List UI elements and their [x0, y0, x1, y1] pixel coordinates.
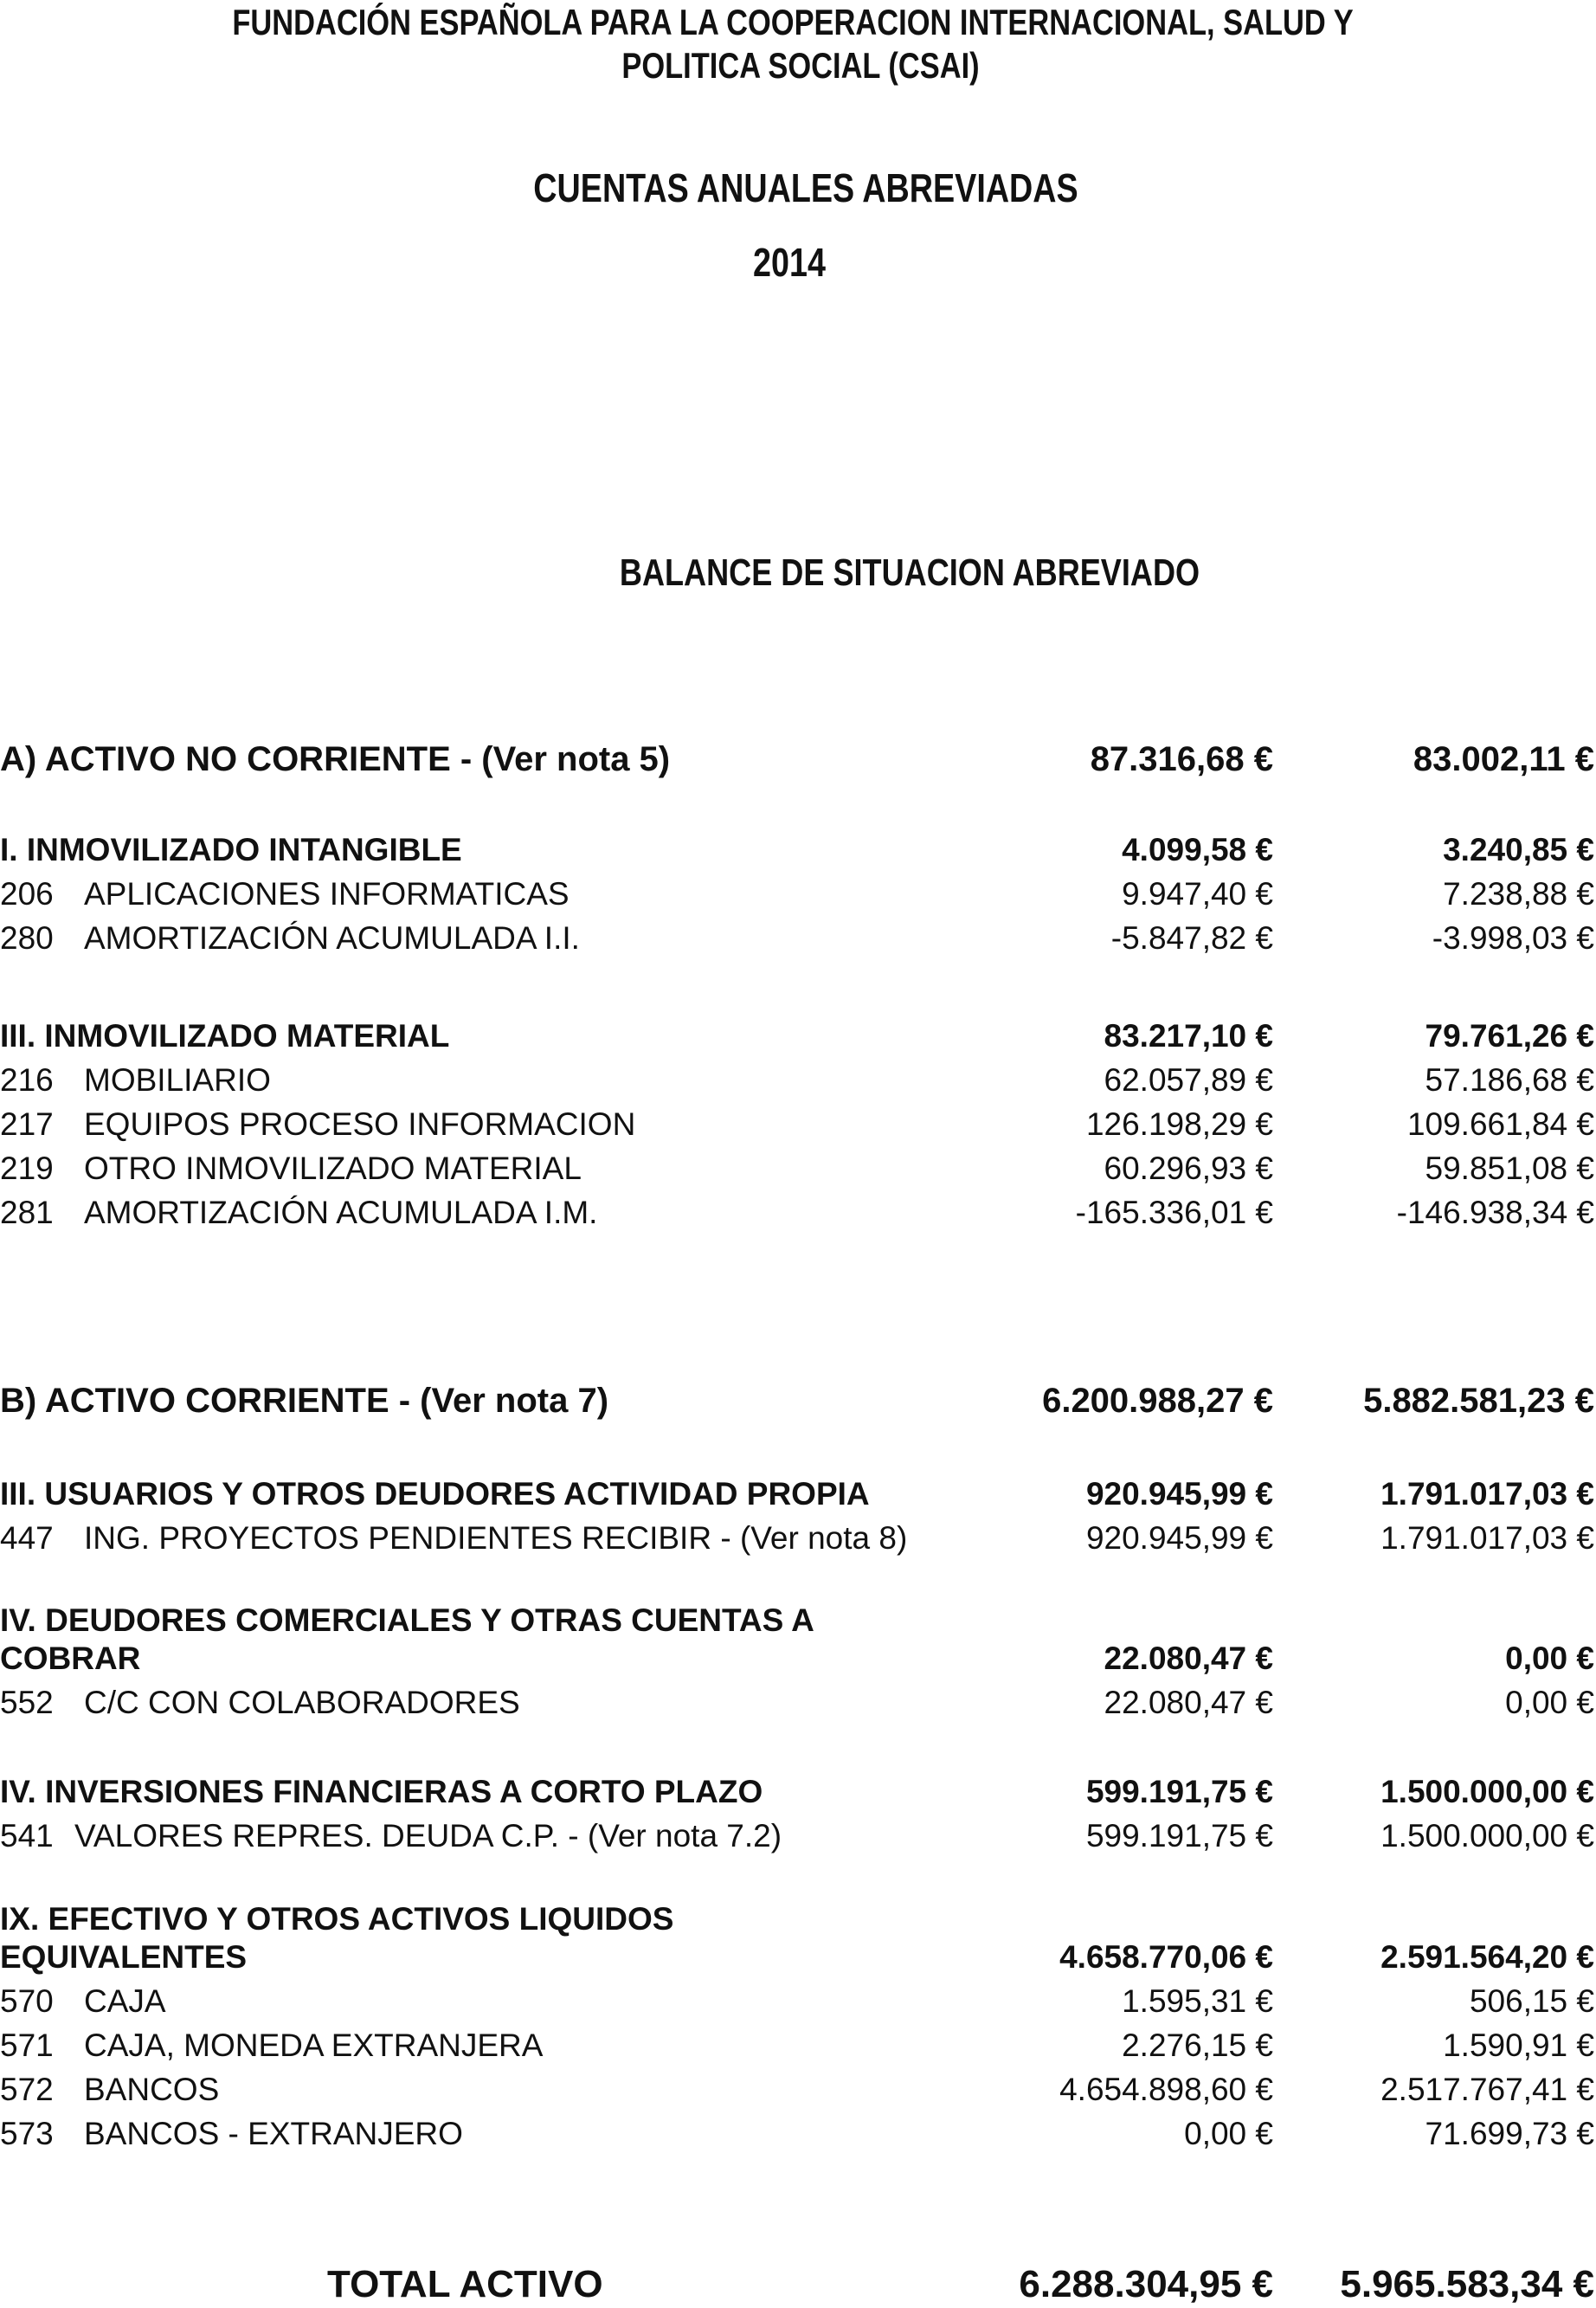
account-row [0, 876, 1596, 919]
group-deudores-comerciales [0, 1641, 1596, 1684]
account-description: BANCOS - EXTRANJERO [84, 2116, 463, 2151]
account-row [0, 1151, 1596, 1194]
value-2014: 2.276,15 € [1122, 2028, 1273, 2063]
value-prior-year: 1.590,91 € [1443, 2028, 1594, 2063]
account-row [0, 920, 1596, 964]
account-description: OTRO INMOVILIZADO MATERIAL [84, 1151, 582, 1186]
value-prior-year: 5.882.581,23 € [1363, 1382, 1594, 1420]
group-label: III. INMOVILIZADO MATERIAL [0, 1018, 450, 1054]
value-2014: 6.200.988,27 € [1042, 1382, 1273, 1420]
value-2014: 4.654.898,60 € [1059, 2072, 1273, 2107]
group-inversiones-financieras [0, 1774, 1596, 1817]
value-2014: 4.099,58 € [1122, 832, 1273, 867]
value-2014: -5.847,82 € [1110, 920, 1273, 956]
balance-title: BALANCE DE SITUACION ABREVIADO [619, 551, 1200, 594]
account-row [0, 1818, 1596, 1861]
account-row [0, 1195, 1596, 1238]
value-2014: 6.288.304,95 € [1019, 2263, 1273, 2305]
value-2014: 126.198,29 € [1085, 1106, 1273, 1142]
document-title: CUENTAS ANUALES ABREVIADAS [533, 165, 1078, 210]
value-prior-year: 5.965.583,34 € [1340, 2263, 1594, 2305]
group-label-continuation: COBRAR [0, 1641, 141, 1676]
value-prior-year: 0,00 € [1505, 1641, 1594, 1676]
value-prior-year: 79.761,26 € [1425, 1018, 1594, 1054]
value-prior-year: 1.500.000,00 € [1380, 1774, 1594, 1809]
value-prior-year: 0,00 € [1505, 1685, 1594, 1720]
value-2014: 62.057,89 € [1104, 1062, 1273, 1098]
account-row [0, 1520, 1596, 1563]
value-2014: 9.947,40 € [1122, 876, 1273, 912]
account-code: 552 [0, 1685, 54, 1720]
value-prior-year: 59.851,08 € [1425, 1151, 1594, 1186]
account-code: 280 [0, 920, 54, 956]
value-2014: 22.080,47 € [1104, 1685, 1273, 1720]
account-description: VALORES REPRES. DEUDA C.P. - (Ver nota 7.2) [74, 1818, 782, 1853]
value-2014: 83.217,10 € [1104, 1018, 1273, 1054]
account-code: 447 [0, 1520, 54, 1556]
account-row [0, 2116, 1596, 2159]
account-description: CAJA [84, 1983, 166, 2019]
total-activo-row [0, 2263, 1596, 2306]
organization-name-line1: FUNDACIÓN ESPAÑOLA PARA LA COOPERACION INTERNACIONAL, SALUD Y [232, 2, 1354, 42]
value-prior-year: 83.002,11 € [1413, 740, 1594, 778]
account-code: 219 [0, 1151, 54, 1186]
value-2014: 60.296,93 € [1104, 1151, 1273, 1186]
section-label: A) ACTIVO NO CORRIENTE - (Ver nota 5) [0, 740, 671, 778]
account-description: AMORTIZACIÓN ACUMULADA I.M. [84, 1195, 598, 1230]
value-prior-year: 71.699,73 € [1425, 2116, 1594, 2151]
organization-name-line2: POLITICA SOCIAL (CSAI) [621, 45, 980, 86]
total-label: TOTAL ACTIVO [327, 2263, 603, 2305]
value-prior-year: 1.500.000,00 € [1380, 1818, 1594, 1853]
section-activo-no-corriente [0, 740, 1596, 783]
group-inmovilizado-intangible [0, 832, 1596, 875]
account-description: C/C CON COLABORADORES [84, 1685, 520, 1720]
document-year: 2014 [753, 240, 826, 285]
account-description: ING. PROYECTOS PENDIENTES RECIBIR - (Ver nota 8) [84, 1520, 908, 1556]
account-row [0, 1062, 1596, 1106]
account-description: APLICACIONES INFORMATICAS [84, 876, 570, 912]
group-usuarios-deudores [0, 1476, 1596, 1519]
value-prior-year: 2.591.564,20 € [1380, 1939, 1594, 1975]
value-2014: 0,00 € [1184, 2116, 1273, 2151]
account-row [0, 2028, 1596, 2071]
value-prior-year: 57.186,68 € [1425, 1062, 1594, 1098]
account-description: CAJA, MONEDA EXTRANJERA [84, 2028, 544, 2063]
value-prior-year: 7.238,88 € [1443, 876, 1594, 912]
account-code: 571 [0, 2028, 54, 2063]
value-2014: 1.595,31 € [1122, 1983, 1273, 2019]
value-2014: 4.658.770,06 € [1059, 1939, 1273, 1975]
value-prior-year: -146.938,34 € [1396, 1195, 1594, 1230]
value-2014: 87.316,68 € [1090, 740, 1273, 778]
section-activo-corriente [0, 1382, 1596, 1425]
account-row [0, 1106, 1596, 1150]
account-description: AMORTIZACIÓN ACUMULADA I.I. [84, 920, 580, 956]
account-row [0, 2072, 1596, 2115]
group-efectivo [0, 1939, 1596, 1982]
account-code: 541 [0, 1818, 54, 1853]
group-label: IV. DEUDORES COMERCIALES Y OTRAS CUENTAS A [0, 1602, 814, 1638]
account-code: 570 [0, 1983, 54, 2019]
value-2014: 599.191,75 € [1085, 1818, 1273, 1853]
group-efectivo-line1 [0, 1901, 1596, 1944]
account-code: 572 [0, 2072, 54, 2107]
value-2014: 920.945,99 € [1085, 1476, 1273, 1512]
value-prior-year: -3.998,03 € [1432, 920, 1594, 956]
value-2014: 920.945,99 € [1085, 1520, 1273, 1556]
group-label: I. INMOVILIZADO INTANGIBLE [0, 832, 462, 867]
value-prior-year: 1.791.017,03 € [1380, 1520, 1594, 1556]
value-2014: 22.080,47 € [1104, 1641, 1273, 1676]
account-description: BANCOS [84, 2072, 220, 2107]
group-label-continuation: EQUIVALENTES [0, 1939, 248, 1975]
value-prior-year: 109.661,84 € [1406, 1106, 1594, 1142]
value-prior-year: 3.240,85 € [1443, 832, 1594, 867]
group-label: III. USUARIOS Y OTROS DEUDORES ACTIVIDAD PROPIA [0, 1476, 870, 1512]
value-prior-year: 506,15 € [1469, 1983, 1594, 2019]
account-row [0, 1685, 1596, 1728]
account-code: 573 [0, 2116, 54, 2151]
group-inmovilizado-material [0, 1018, 1596, 1061]
account-description: EQUIPOS PROCESO INFORMACION [84, 1106, 636, 1142]
value-2014: -165.336,01 € [1075, 1195, 1273, 1230]
account-code: 217 [0, 1106, 54, 1142]
value-2014: 599.191,75 € [1085, 1774, 1273, 1809]
account-description: MOBILIARIO [84, 1062, 271, 1098]
account-code: 206 [0, 876, 54, 912]
group-label: IX. EFECTIVO Y OTROS ACTIVOS LIQUIDOS [0, 1901, 674, 1937]
value-prior-year: 2.517.767,41 € [1380, 2072, 1594, 2107]
group-deudores-comerciales-line1 [0, 1602, 1596, 1646]
group-label: IV. INVERSIONES FINANCIERAS A CORTO PLAZO [0, 1774, 763, 1809]
account-row [0, 1983, 1596, 2027]
value-prior-year: 1.791.017,03 € [1380, 1476, 1594, 1512]
account-code: 216 [0, 1062, 54, 1098]
section-label: B) ACTIVO CORRIENTE - (Ver nota 7) [0, 1382, 609, 1420]
account-code: 281 [0, 1195, 54, 1230]
